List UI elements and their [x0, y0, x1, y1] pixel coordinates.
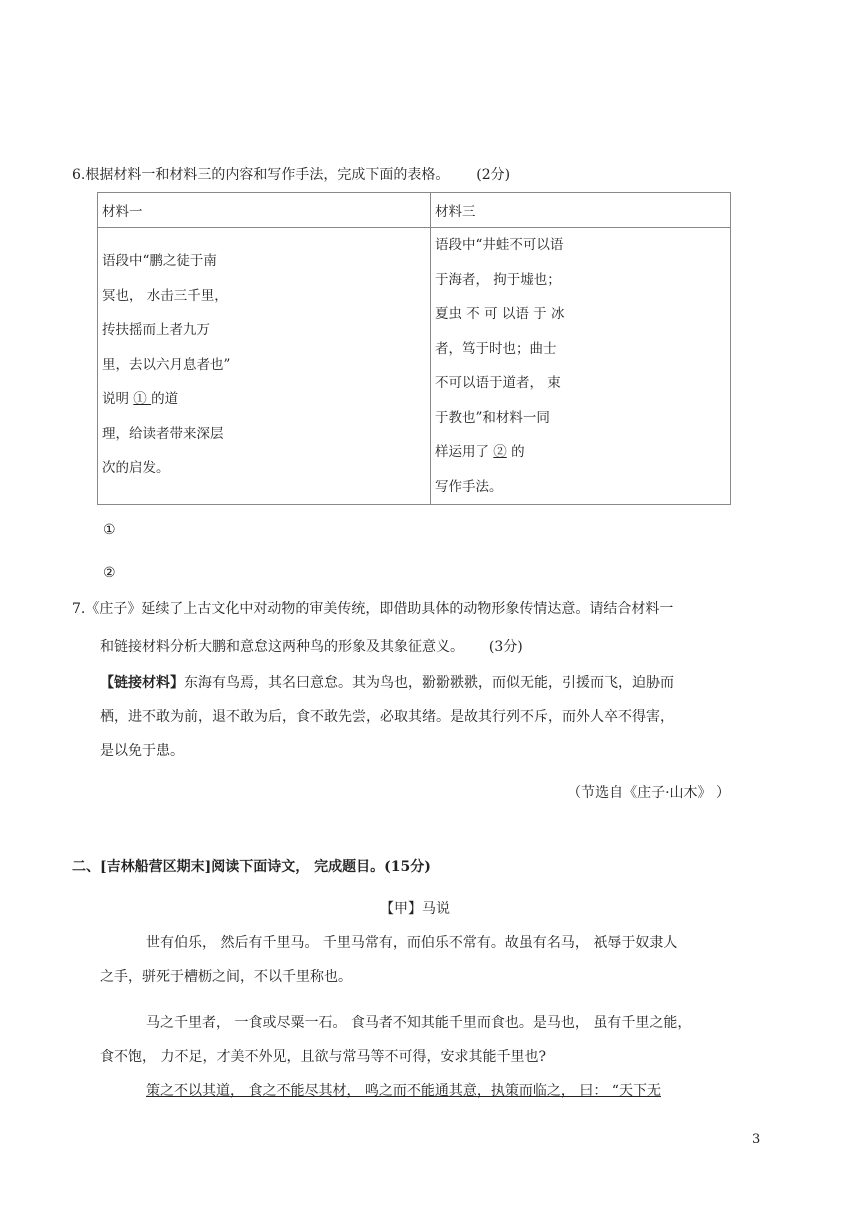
answer-mark-1: ①	[103, 522, 116, 538]
page-number: 3	[752, 1132, 761, 1147]
question-7-line-2	[100, 636, 523, 656]
paragraph-3-line-1: 策之不以其道， 食之不能尽其材， 鸣之而不能通其意，执策而临之， 曰： “天下无	[146, 1083, 661, 1099]
blank-suffix: 的道	[151, 391, 179, 407]
cell-line: 冥也， 水击三千里，	[102, 287, 228, 304]
answer-blank-1: ①	[133, 391, 152, 407]
blank-suffix: 的	[506, 444, 525, 460]
cell-line: 语段中“鹏之徒于南	[102, 253, 217, 269]
cell-line-blank	[102, 382, 426, 417]
cell-line: 不可以语于道者， 束	[435, 375, 561, 391]
blank-prefix: 样运用了	[435, 444, 494, 460]
cell-line: 夏虫 不 可 以语 于 冰	[435, 306, 565, 322]
table-body-row	[98, 228, 731, 505]
question-6-title: 6.根据材料一和材料三的内容和写作手法，完成下面的表格。	[72, 167, 450, 183]
answer-mark-2: ②	[103, 565, 116, 581]
section-2-heading: 二、[吉林船营区期末]阅读下面诗文， 完成题目。(15分)	[72, 859, 431, 875]
poem-jia-title: 【甲】马说	[380, 901, 450, 917]
question-6	[72, 164, 510, 184]
question-6-score: (2分)	[476, 167, 511, 183]
question-7-score: (3分)	[488, 639, 523, 655]
link-material-line-1	[100, 672, 674, 692]
question-7-text: 和链接材料分析大鹏和意怠这两种鸟的形象及其象征意义。	[100, 639, 464, 655]
cell-line: 于海者， 拘于墟也；	[435, 271, 561, 288]
link-material-line-3: 是以免于患。	[100, 743, 184, 759]
paragraph-1-line-2: 之手，骈死于槽枥之间，不以千里称也。	[100, 969, 352, 985]
cell-line: 于教也”和材料一同	[435, 409, 550, 426]
cell-material-3	[431, 228, 731, 505]
cell-line: 者，笃于时也；曲士	[435, 340, 557, 357]
header-material-1: 材料一	[98, 193, 431, 228]
cell-line: 理，给读者带来深层	[102, 425, 224, 442]
link-material-line-2: 栖，进不敢为前，退不敢为后，食不敢先尝，必取其绪。是故其行列不斥，而外人卒不得害，	[100, 709, 674, 725]
paragraph-1-line-1: 世有伯乐， 然后有千里马。 千里马常有，而伯乐不常有。故虽有名马， 祇辱于奴隶人	[146, 935, 678, 951]
cell-line: 次的启发。	[102, 460, 170, 476]
link-material-text: 东海有鸟焉，其名曰意怠。其为鸟也，翂翂翐翐，而似无能，引援而飞，迫胁而	[184, 675, 674, 691]
source-citation: （节选自《庄子·山木》 ）	[567, 785, 730, 801]
cell-line: 里，去以六月息者也”	[102, 356, 231, 373]
table-header-row	[98, 193, 731, 228]
paragraph-2-line-1: 马之千里者， 一食或尽粟一石。 食马者不知其能千里而食也。是马也， 虽有千里之能，	[146, 1015, 692, 1031]
blank-prefix: 说明	[102, 391, 134, 407]
question-7-line-1: 7.《庄子》延续了上古文化中对动物的审美传统，即借助具体的动物形象传情达意。请结合材料一	[72, 601, 674, 617]
paragraph-2-line-2: 食不饱， 力不足，才美不外见，且欲与常马等不可得，安求其能千里也?	[100, 1049, 546, 1065]
cell-line: 语段中“井蛙不可以语	[435, 237, 564, 253]
material-table	[97, 192, 731, 505]
header-material-3: 材料三	[431, 193, 731, 228]
link-material-label: 【链接材料】	[100, 675, 184, 691]
cell-line-blank	[435, 435, 726, 470]
answer-blank-2: ②	[493, 444, 507, 460]
cell-line: 抟扶摇而上者九万	[102, 322, 210, 338]
cell-material-1	[98, 228, 431, 505]
cell-line: 写作手法。	[435, 478, 503, 495]
